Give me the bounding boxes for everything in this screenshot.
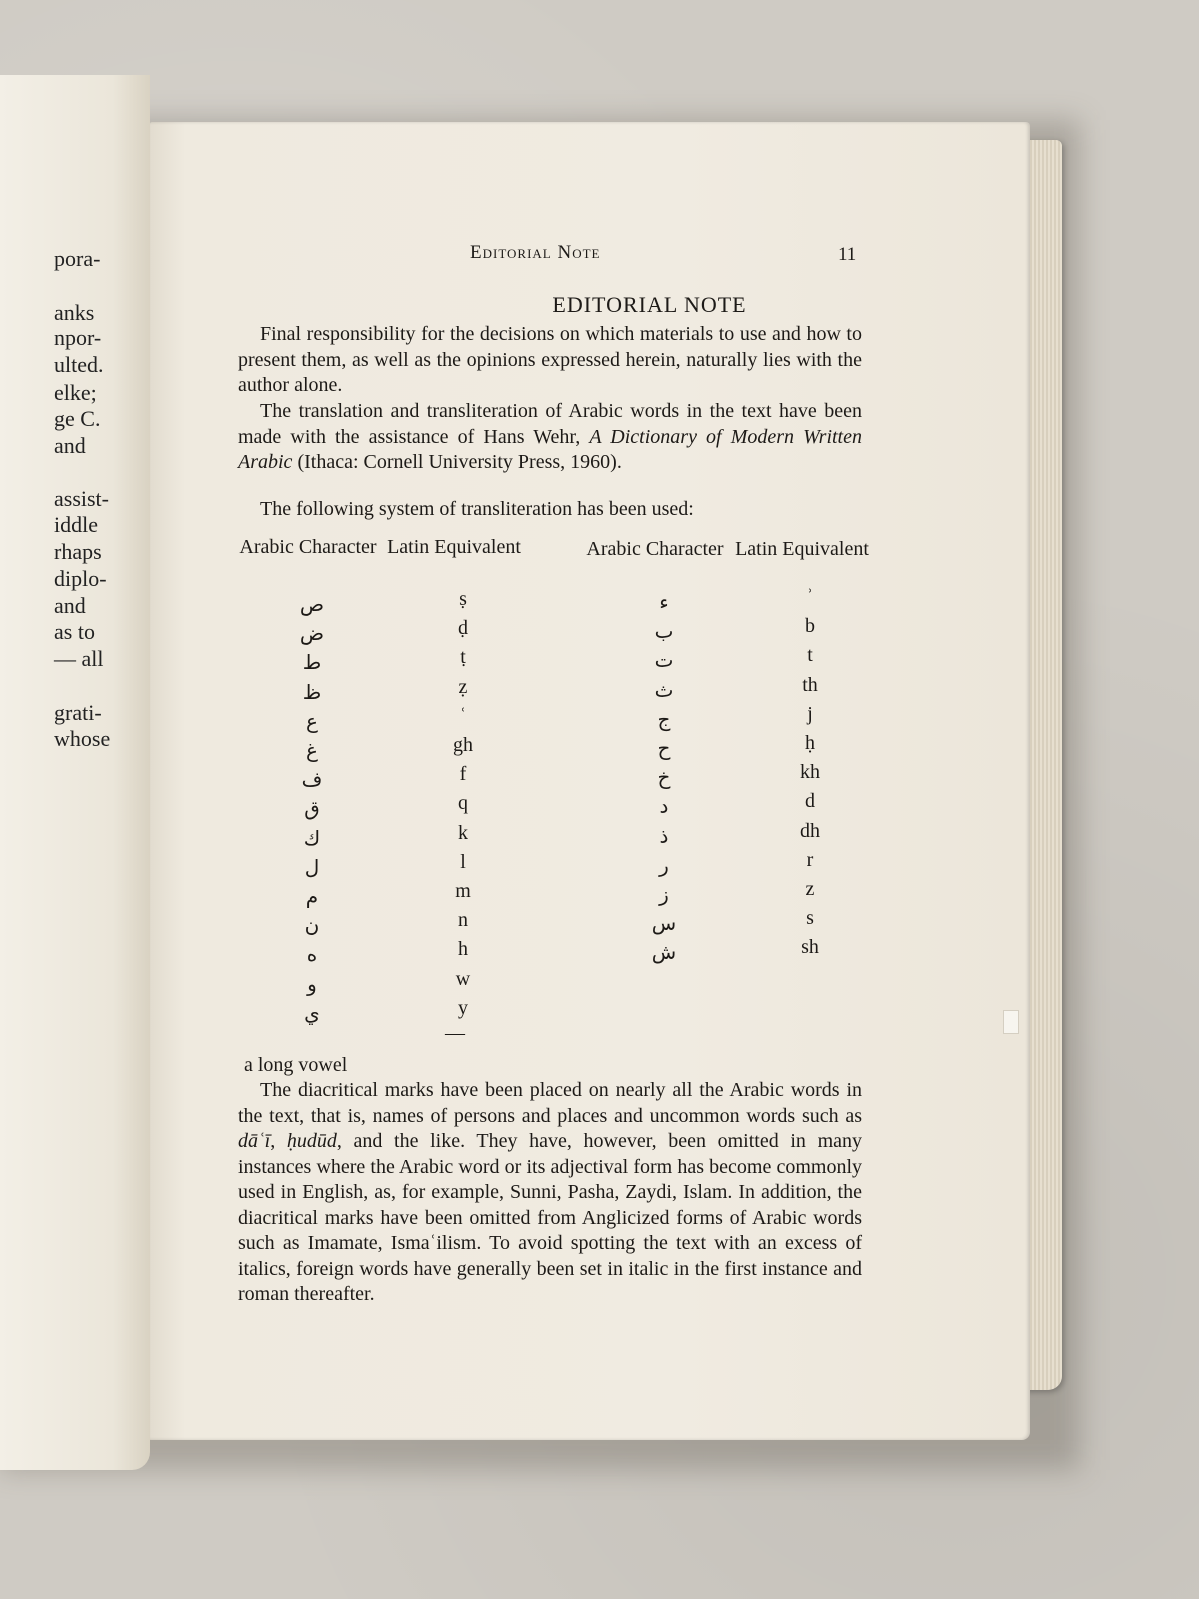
header-latin-left: Latin Equivalent (387, 536, 521, 558)
dictionary-title: A Dictionary of Modern Written Arabic (238, 425, 862, 473)
arabic-character: ر (659, 852, 669, 877)
arabic-character: ح (657, 736, 671, 760)
arabic-character: ج (657, 706, 671, 731)
header-arabic-left: Arabic Character (239, 536, 377, 558)
arabic-character: ي (304, 1000, 320, 1025)
left-page-fragment: and (54, 433, 86, 458)
left-page-fragment: ulted. (54, 352, 104, 377)
latin-equivalent: k (458, 821, 468, 844)
latin-equivalent: ḍ (458, 617, 468, 640)
arabic-character: خ (657, 765, 671, 790)
arabic-character: ب (654, 619, 674, 644)
paragraph-translation (238, 399, 862, 476)
paragraph-text: The diacritical marks have been placed on nearly all the Arabic words in the text, that is, names of persons and places and uncommon words such as (238, 1079, 862, 1127)
latin-equivalent: w (455, 967, 471, 990)
latin-equivalent: b (805, 615, 815, 638)
paragraph-text: The following system of transliteration has been used: (260, 498, 694, 520)
latin-equivalent: ṣ (459, 588, 467, 610)
left-page-fragment: elke; (54, 380, 97, 405)
header-latin-right: Latin Equivalent (735, 538, 869, 560)
left-page-fragment: as to (54, 619, 95, 644)
left-page-fragment: ge C. (54, 406, 101, 431)
left-page-fragment: grati- (54, 700, 102, 725)
left-page-fragment: — all (54, 646, 104, 671)
left-page-fragment: anks (54, 300, 95, 325)
latin-equivalent: j (807, 702, 813, 725)
arabic-character: ق (304, 796, 320, 821)
latin-equivalent: t (807, 644, 813, 667)
latin-equivalent: sh (801, 936, 819, 959)
running-head: Editorial Note (470, 242, 601, 263)
long-vowel-label: a long vowel (244, 1054, 348, 1076)
latin-equivalent: q (458, 792, 468, 815)
left-page-fragment: pora- (54, 246, 101, 271)
latin-equivalent: ḥ (805, 732, 815, 754)
arabic-character: م (305, 884, 319, 908)
left-page-fragment: assist- (54, 486, 109, 511)
paragraph-text: Final responsibility for the decisions on which materials to use and how to present them, as well as the opinions expressed herein, naturally lies with the author alone. (238, 323, 862, 396)
left-page-fragment: diplo- (54, 566, 107, 591)
paragraph-diacritics (238, 1078, 862, 1308)
latin-equivalent: kh (800, 761, 820, 784)
example-word: ḥudūd (286, 1130, 337, 1152)
arabic-character: و (307, 971, 317, 996)
latin-equivalent: ʿ (459, 704, 467, 727)
page-title: EDITORIAL NOTE (552, 292, 747, 317)
latin-equivalent: h (458, 938, 468, 961)
arabic-character: ز (659, 882, 669, 906)
latin-equivalent: ẓ (458, 675, 468, 698)
latin-equivalent: — (445, 1022, 465, 1044)
arabic-character: ص (299, 592, 325, 616)
left-page-fragment: and (54, 593, 86, 618)
paragraph-text: , and the like. They have, however, been omitted in many instances where the Arabic word or its adjectival form has become commonly used in English, as, for example, Sunni, Pasha, Zaydi, Islam. In addition, the diacritical marks have been omitted from Anglicized forms of Arabic words such as Imamate, Ismaʿilism. To avoid spotting the text with an excess of italics, foreign words have generally been set in italic in the first instance and roman thereafter. (238, 1130, 863, 1305)
left-page-fragment: npor- (54, 325, 102, 350)
arabic-character: س (651, 911, 677, 936)
paper-tab (1003, 1010, 1019, 1034)
latin-equivalent: y (458, 996, 468, 1019)
arabic-character: ع (306, 708, 318, 733)
paragraph-system (238, 497, 862, 523)
arabic-character: ك (303, 825, 321, 850)
left-page-fragment: iddle (54, 512, 98, 537)
arabic-character: ف (301, 767, 323, 792)
header-arabic-right: Arabic Character (586, 538, 724, 560)
arabic-character: غ (306, 738, 318, 762)
latin-equivalent: ṭ (460, 646, 466, 669)
arabic-character: ث (654, 677, 674, 702)
arabic-character: ء (659, 590, 669, 614)
latin-equivalent: n (458, 909, 468, 932)
arabic-character: ن (304, 913, 320, 938)
arabic-character: د (659, 794, 669, 819)
arabic-character: ط (302, 650, 322, 675)
arabic-character: ض (299, 621, 325, 646)
latin-equivalent: dh (800, 819, 820, 842)
left-page (0, 75, 150, 1470)
arabic-character: ذ (659, 823, 669, 848)
paragraph-responsibility (238, 322, 862, 399)
arabic-character: ت (654, 648, 674, 673)
latin-equivalent: gh (453, 734, 473, 756)
latin-equivalent: z (805, 878, 815, 900)
example-word: dāʿī (238, 1130, 271, 1152)
arabic-character: ش (651, 940, 677, 965)
arabic-character: ظ (302, 679, 322, 704)
paragraph-text: (Ithaca: Cornell University Press, 1960). (292, 451, 622, 473)
latin-equivalent: s (806, 907, 814, 930)
page-number: 11 (838, 244, 857, 265)
arabic-character: ه (306, 942, 318, 967)
latin-equivalent: f (459, 763, 467, 786)
latin-equivalent: l (460, 850, 466, 873)
latin-equivalent: r (806, 848, 814, 871)
left-page-fragment: whose (54, 726, 111, 751)
arabic-character: ل (304, 854, 320, 879)
latin-equivalent: m (455, 880, 471, 902)
latin-equivalent: d (805, 790, 815, 813)
paragraph-text: The translation and transliteration of Arabic words in the text have been made with the assistance of Hans Wehr, (238, 400, 862, 448)
left-page-fragment: rhaps (54, 539, 102, 564)
latin-equivalent: th (802, 673, 818, 696)
paragraph-text: , (270, 1130, 287, 1152)
latin-equivalent: ʾ (806, 586, 814, 608)
